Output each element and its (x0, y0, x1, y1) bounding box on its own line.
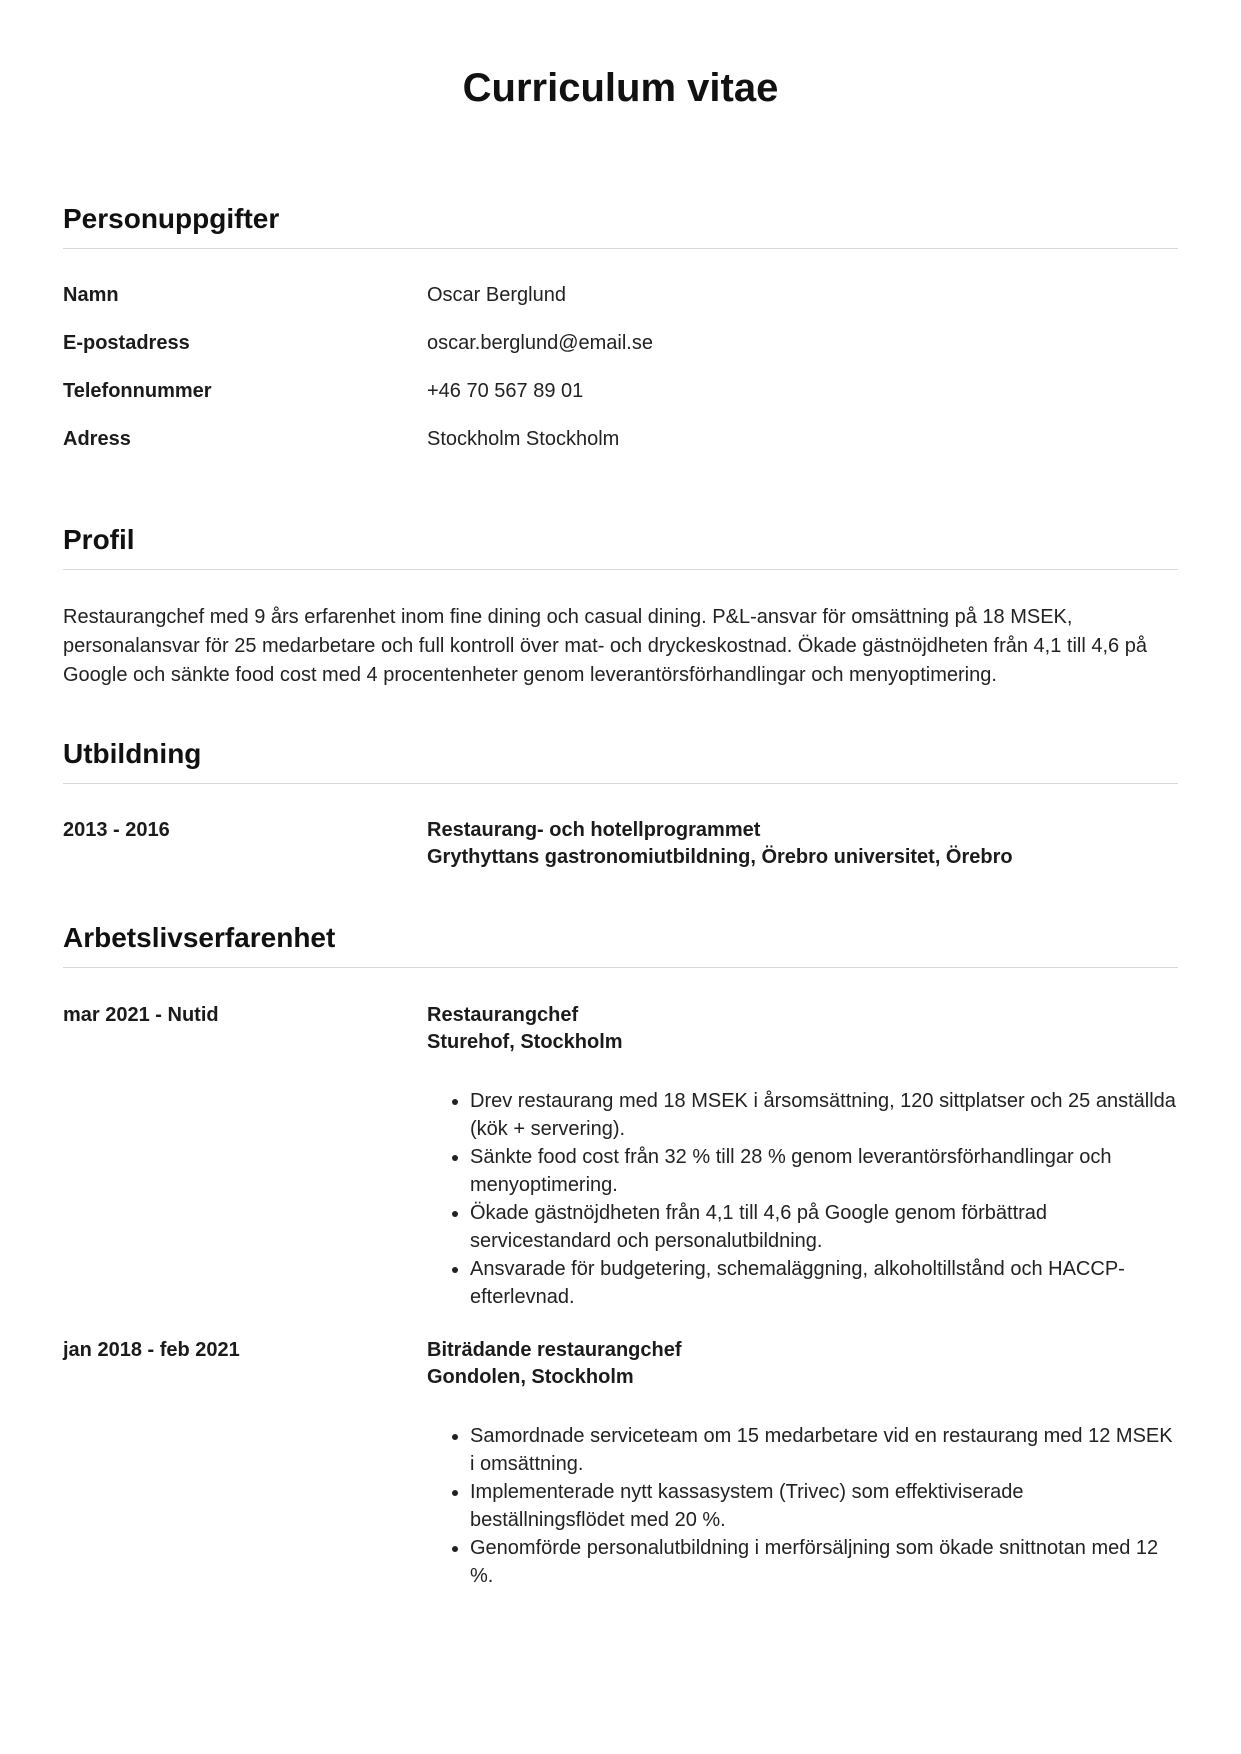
experience-bullet: • Samordnade serviceteam om 15 medarbetare vid en restaurang med 12 MSEK i omsättning. (470, 1422, 1178, 1478)
experience-bullet: • Sänkte food cost från 32 % till 28 % genom leverantörsförhandlingar och menyoptimering. (470, 1143, 1178, 1199)
experience-entry-sturehof (63, 1002, 1178, 1311)
detail-value-phone: +46 70 567 89 01 (427, 380, 584, 402)
section-heading-education: Utbildning (63, 737, 1178, 784)
section-personal (63, 202, 1178, 451)
detail-label-name: Namn (63, 284, 119, 306)
experience-bullet: • Ansvarade för budgetering, schemaläggning, alkoholtillstånd och HACCP-efterlevnad. (470, 1255, 1178, 1311)
education-institution: Grythyttans gastronomiutbildning, Örebro universitet, Örebro (427, 846, 1013, 868)
experience-bullet: • Implementerade nytt kassasystem (Trivec) som effektiviserade beställningsflödet med 20 %. (470, 1478, 1178, 1534)
section-heading-experience: Arbetslivserfarenhet (63, 921, 1178, 968)
detail-value-name: Oscar Berglund (427, 284, 566, 306)
experience-entry-body (427, 1002, 1178, 1311)
detail-label-phone: Telefonnummer (63, 380, 212, 402)
profile-summary-text: Restaurangchef med 9 års erfarenhet inom fine dining och casual dining. P&L-ansvar för omsättning på 18 MSEK, personalansvar för 25 medarbetare och full kontroll över mat- och dryckeskostnad. Ökade gästnöjdheten från 4,1 till 4,6 på Google och sänkte food cost med 4 procentenheter genom leverantörsförhandlingar och menyoptimering. (63, 606, 1147, 686)
experience-bullet: • Genomförde personalutbildning i merförsäljning som ökade snittnotan med 12 %. (470, 1534, 1178, 1590)
experience-job-title: Biträdande restaurangchef (427, 1339, 682, 1361)
personal-details (63, 284, 1178, 451)
experience-entry-gondolen (63, 1337, 1178, 1590)
education-period: 2013 - 2016 (63, 819, 170, 841)
detail-row-phone (63, 380, 1178, 403)
detail-value-email: oscar.berglund@email.se (427, 332, 653, 354)
experience-employer: Sturehof, Stockholm (427, 1031, 623, 1053)
page-title: Curriculum vitae (462, 66, 779, 110)
education-program: Restaurang- och hotellprogrammet (427, 819, 761, 841)
section-heading-personal: Personuppgifter (63, 202, 1178, 249)
detail-row-email (63, 332, 1178, 355)
section-experience (63, 921, 1178, 1590)
education-entries (63, 817, 1178, 871)
experience-bullet-list (427, 1087, 1178, 1311)
experience-entries (63, 1002, 1178, 1590)
education-entry (63, 817, 1178, 871)
section-profile (63, 523, 1178, 690)
experience-employer: Gondolen, Stockholm (427, 1366, 634, 1388)
experience-job-title: Restaurangchef (427, 1004, 579, 1026)
experience-bullet: • Drev restaurang med 18 MSEK i årsomsättning, 120 sittplatser och 25 anställda (kök + servering). (470, 1087, 1178, 1143)
experience-entry-body (427, 1337, 1178, 1590)
detail-row-name (63, 284, 1178, 307)
detail-label-email: E-postadress (63, 332, 190, 354)
experience-bullet: • Ökade gästnöjdheten från 4,1 till 4,6 på Google genom förbättrad servicestandard och personalutbildning. (470, 1199, 1178, 1255)
experience-period: mar 2021 - Nutid (63, 1004, 219, 1026)
detail-value-address: Stockholm Stockholm (427, 428, 620, 450)
section-education (63, 737, 1178, 871)
education-entry-body (427, 817, 1178, 871)
experience-period: jan 2018 - feb 2021 (63, 1339, 240, 1361)
section-heading-profile: Profil (63, 523, 1178, 570)
experience-bullet-list (427, 1422, 1178, 1590)
detail-row-address (63, 428, 1178, 451)
detail-label-address: Adress (63, 428, 131, 450)
